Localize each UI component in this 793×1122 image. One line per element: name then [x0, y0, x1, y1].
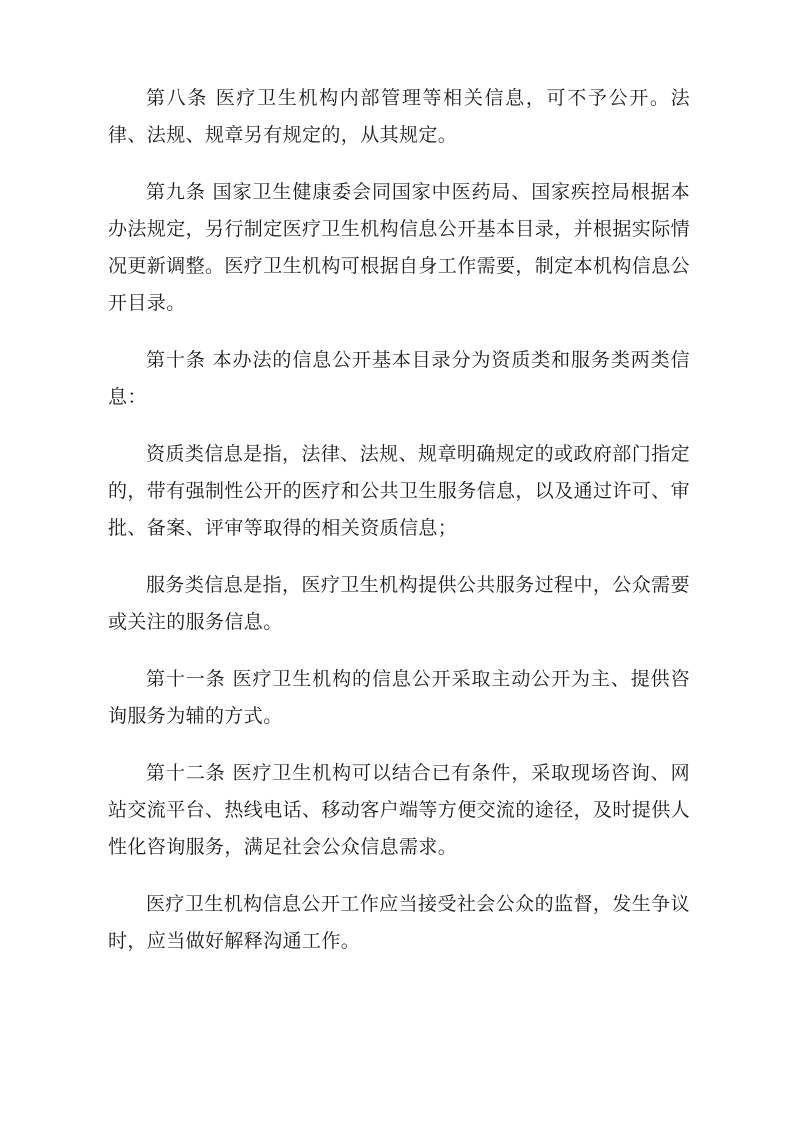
article-8-paragraph: 第八条 医疗卫生机构内部管理等相关信息，可不予公开。法律、法规、规章另有规定的，从其规定。 — [108, 87, 690, 146]
article-10-paragraph: 第十条 本办法的信息公开基本目录分为资质类和服务类两类信息： — [108, 349, 690, 408]
article-9-paragraph: 第九条 国家卫生健康委会同国家中医药局、国家疾控局根据本办法规定，另行制定医疗卫生机构信息公开基本目录，并根据实际情况更新调整。医疗卫生机构可根据自身工作需要，制定本机构信息公开目录。 — [108, 181, 691, 314]
article-11-paragraph: 第十一条 医疗卫生机构的信息公开采取主动公开为主、提供咨询服务为辅的方式。 — [108, 668, 690, 727]
supervision-paragraph: 医疗卫生机构信息公开工作应当接受社会公众的监督，发生争议时，应当做好解释沟通工作。 — [108, 893, 690, 952]
qualification-info-paragraph: 资质类信息是指，法律、法规、规章明确规定的或政府部门指定的，带有强制性公开的医疗和公共卫生服务信息，以及通过许可、审批、备案、评审等取得的相关资质信息； — [108, 443, 691, 539]
article-12-paragraph: 第十二条 医疗卫生机构可以结合已有条件，采取现场咨询、网站交流平台、热线电话、移动客户端等方便交流的途径，及时提供人性化咨询服务，满足社会公众信息需求。 — [108, 762, 691, 858]
service-info-paragraph: 服务类信息是指，医疗卫生机构提供公共服务过程中，公众需要或关注的服务信息。 — [108, 574, 690, 633]
